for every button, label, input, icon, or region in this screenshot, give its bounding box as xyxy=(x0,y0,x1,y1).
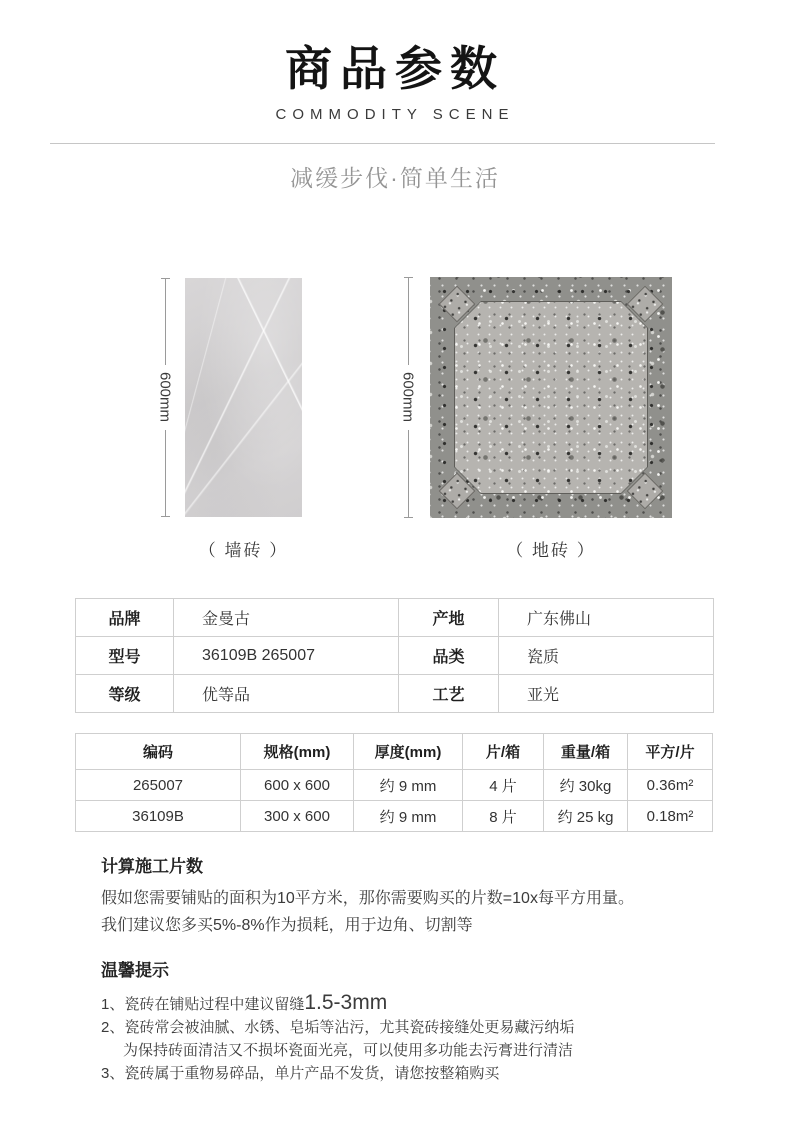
spec-cell: 0.18m² xyxy=(628,801,713,832)
page-header xyxy=(0,42,790,123)
info-value-cell: 金曼古 xyxy=(174,599,399,637)
spec-header-row xyxy=(76,734,713,770)
wall-tile-height-label: 600mm xyxy=(156,372,174,423)
tip-item-1 xyxy=(101,992,721,1016)
dimension-line xyxy=(165,430,166,516)
spec-cell: 4 片 xyxy=(463,770,544,801)
floor-tile-height-label: 600mm xyxy=(399,372,417,423)
spec-header-cell: 重量/箱 xyxy=(544,734,628,770)
info-value-cell: 广东佛山 xyxy=(499,599,714,637)
spec-header-cell: 规格(mm) xyxy=(241,734,354,770)
spec-cell: 约 25 kg xyxy=(544,801,628,832)
tips-heading: 温馨提示 xyxy=(101,961,169,980)
spec-cell: 0.36m² xyxy=(628,770,713,801)
info-value-cell: 瓷质 xyxy=(499,637,714,675)
info-label-cell: 品类 xyxy=(399,637,499,675)
info-value-cell: 36109B 265007 xyxy=(174,637,399,675)
spec-cell: 36109B xyxy=(76,801,241,832)
floor-tile-caption: （ 地砖 ） xyxy=(506,541,596,560)
calc-line-1: 假如您需要铺贴的面积为10平方米，那你需要购买的片数=10x每平方用量。 xyxy=(101,890,634,907)
tip-item-1-highlight: 1.5-3mm xyxy=(304,991,388,1014)
tip-item-2: 2、瓷砖常会被油腻、水锈、皂垢等沾污，尤其瓷砖接缝处更易藏污纳垢 xyxy=(101,1019,575,1036)
info-label-cell: 工艺 xyxy=(399,675,499,713)
page-subtitle-en: COMMODITY SCENE xyxy=(275,106,515,123)
spec-cell: 300 x 600 xyxy=(241,801,354,832)
dimension-line xyxy=(408,430,409,517)
info-label-cell: 型号 xyxy=(76,637,174,675)
table-row xyxy=(76,770,713,801)
spec-header-cell: 片/箱 xyxy=(463,734,544,770)
slogan-text: 减缓步伐·简单生活 xyxy=(290,165,500,191)
info-label-cell: 产地 xyxy=(399,599,499,637)
floor-tile-inner-fill xyxy=(455,302,647,493)
calc-heading: 计算施工片数 xyxy=(101,857,203,876)
calc-section xyxy=(101,852,711,939)
spec-header-cell: 平方/片 xyxy=(628,734,713,770)
spec-cell: 265007 xyxy=(76,770,241,801)
table-row xyxy=(76,675,714,713)
spec-cell: 约 9 mm xyxy=(354,770,463,801)
tile-size-diagrams xyxy=(0,240,790,570)
info-value-cell: 亚光 xyxy=(499,675,714,713)
dimension-line xyxy=(408,278,409,365)
spec-header-cell: 编码 xyxy=(76,734,241,770)
wall-tile-height-dimension xyxy=(157,278,173,517)
spec-cell: 约 9 mm xyxy=(354,801,463,832)
spec-header-cell: 厚度(mm) xyxy=(354,734,463,770)
calc-line-2: 我们建议您多买5%-8%作为损耗，用于边角、切割等 xyxy=(101,917,473,934)
spec-cell: 约 30kg xyxy=(544,770,628,801)
wall-tile-image xyxy=(185,278,302,517)
wall-tile-caption: （ 墙砖 ） xyxy=(198,541,289,560)
table-row xyxy=(76,801,713,832)
spec-table xyxy=(75,733,713,832)
floor-tile-height-dimension xyxy=(400,277,416,518)
tips-list xyxy=(101,992,721,1085)
tip-item-1-text: 1、瓷砖在铺贴过程中建议留缝 xyxy=(101,996,305,1013)
info-label-cell: 品牌 xyxy=(76,599,174,637)
tip-item-3: 3、瓷砖属于重物易碎品，单片产品不发货，请您按整箱购买 xyxy=(101,1065,500,1082)
tip-item-2-continued: 为保持砖面清洁又不损坏瓷面光亮，可以使用多功能去污膏进行清洁 xyxy=(123,1042,574,1059)
spec-cell: 8 片 xyxy=(463,801,544,832)
table-row xyxy=(76,637,714,675)
dimension-line xyxy=(165,279,166,365)
spec-cell: 600 x 600 xyxy=(241,770,354,801)
table-row xyxy=(76,599,714,637)
info-label-cell: 等级 xyxy=(76,675,174,713)
header-divider xyxy=(50,143,715,144)
page-title: 商品参数 xyxy=(285,42,505,95)
floor-tile-inner-frame xyxy=(454,301,648,494)
tips-section xyxy=(101,956,721,1086)
info-value-cell: 优等品 xyxy=(174,675,399,713)
dimension-tick xyxy=(161,516,170,517)
product-info-table xyxy=(75,598,714,713)
floor-tile-image xyxy=(430,277,672,518)
dimension-tick xyxy=(404,517,413,518)
